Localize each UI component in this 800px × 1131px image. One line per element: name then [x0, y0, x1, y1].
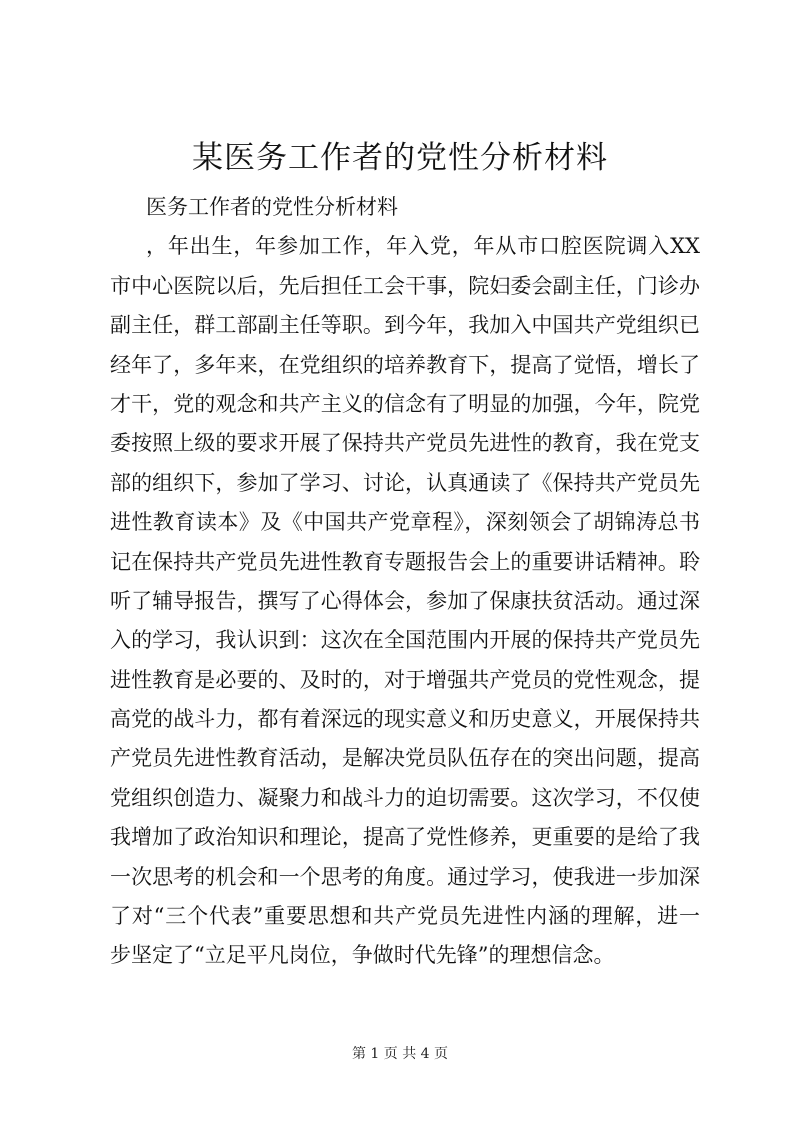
page-number-footer: 第 1 页 共 4 页 [351, 1046, 449, 1062]
body-line: 听了辅导报告，撰写了心得体会，参加了保康扶贫活动。通过深 [110, 588, 700, 613]
body-line: 经年了，多年来，在党组织的培养教育下，提高了觉悟，增长了 [110, 352, 700, 377]
body-line: 市中心医院以后，先后担任工会干事，院妇委会副主任，门诊办 [110, 273, 700, 298]
body-line: ，年出生，年参加工作，年入党，年从市口腔医院调入XX [146, 234, 700, 259]
body-line: 党组织创造力、凝聚力和战斗力的迫切需要。这次学习，不仅使 [110, 785, 700, 810]
body-line: 入的学习，我认识到：这次在全国范围内开展的保持共产党员先 [110, 628, 700, 653]
body-line: 了对“三个代表”重要思想和共产党员先进性内涵的理解，进一 [110, 904, 700, 929]
body-line: 记在保持共产党员先进性教育专题报告会上的重要讲话精神。聆 [110, 549, 700, 574]
subtitle-line: 医务工作者的党性分析材料 [146, 195, 398, 219]
body-line: 产党员先进性教育活动，是解决党员队伍存在的突出问题，提高 [110, 746, 700, 771]
body-line: 一次思考的机会和一个思考的角度。通过学习，使我进一步加深 [110, 864, 700, 889]
body-line: 才干，党的观念和共产主义的信念有了明显的加强，今年，院党 [110, 391, 700, 416]
body-line: 我增加了政治知识和理论，提高了党性修养，更重要的是给了我 [110, 825, 700, 850]
body-line: 进性教育是必要的、及时的，对于增强共产党员的党性观念，提 [110, 667, 700, 692]
body-line: 高党的战斗力，都有着深远的现实意义和历史意义，开展保持共 [110, 707, 700, 732]
body-line: 部的组织下，参加了学习、讨论，认真通读了《保持共产党员先 [110, 470, 700, 495]
body-line: 副主任，群工部副主任等职。到今年，我加入中国共产党组织已 [110, 313, 700, 338]
body-line-last: 步坚定了“立足平凡岗位，争做时代先锋”的理想信念。 [110, 943, 615, 968]
body-line: 委按照上级的要求开展了保持共产党员先进性的教育，我在党支 [110, 431, 700, 456]
document-body [110, 188, 700, 976]
body-line: 进性教育读本》及《中国共产党章程》，深刻领会了胡锦涛总书 [110, 510, 700, 535]
document-title: 某医务工作者的党性分析材料 [192, 140, 608, 176]
